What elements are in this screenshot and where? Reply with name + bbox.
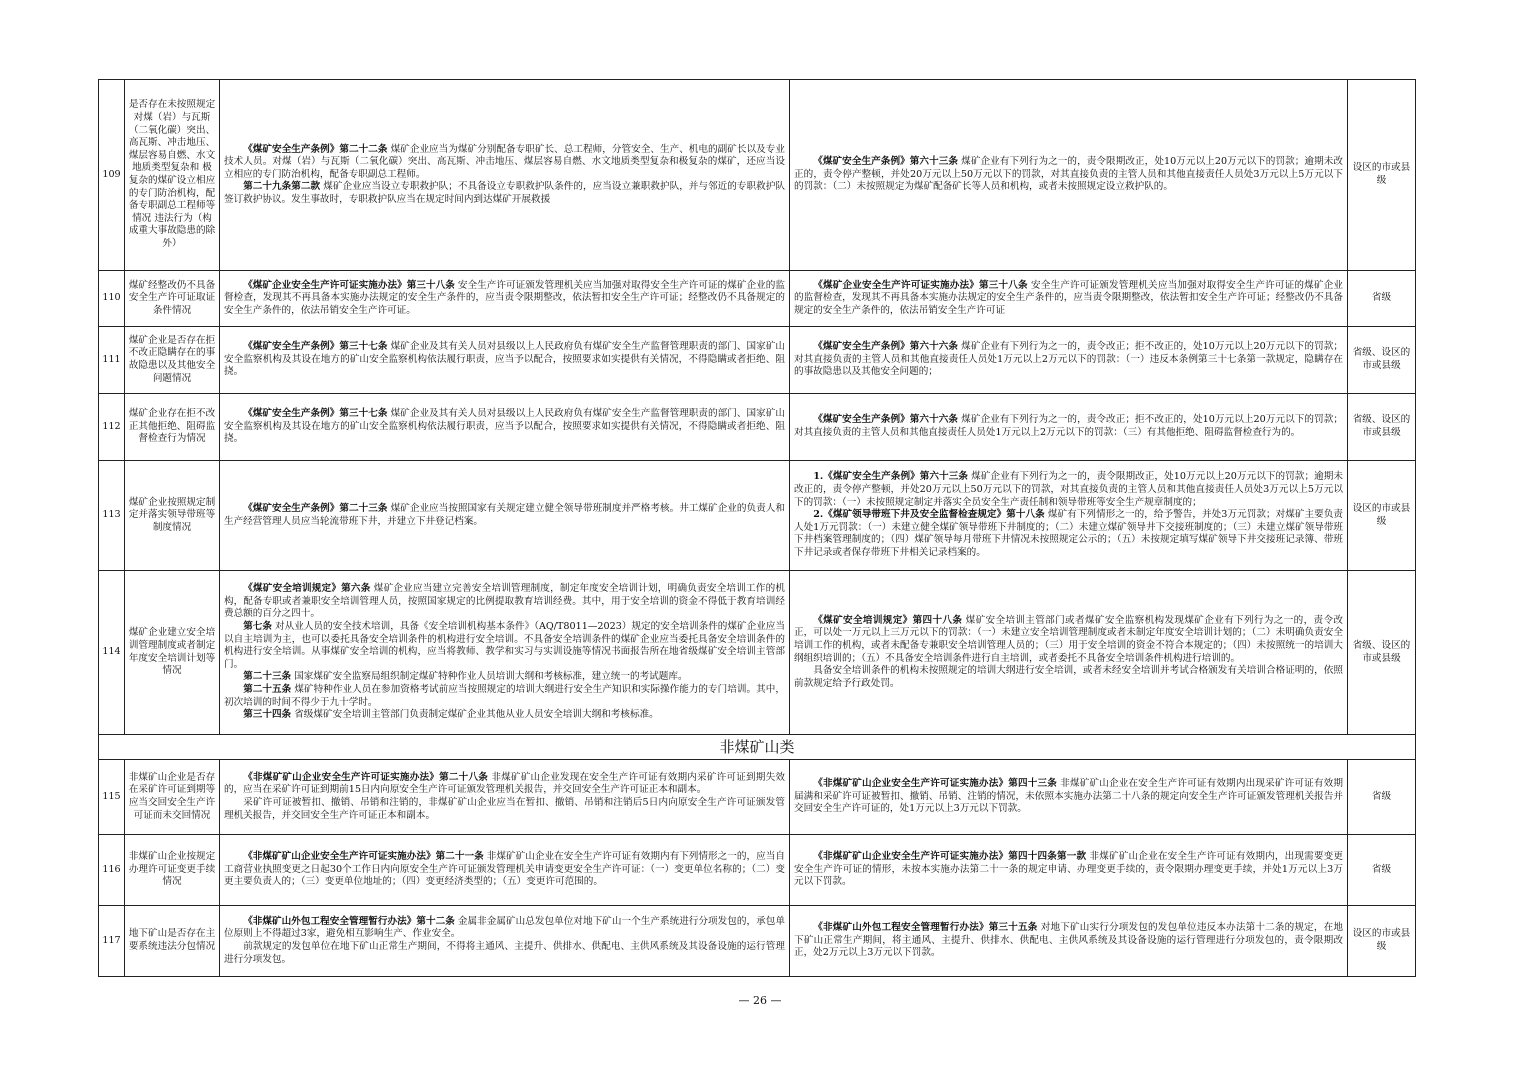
row-number: 112 xyxy=(99,394,125,461)
table-body-coal xyxy=(99,80,1416,735)
paragraph xyxy=(224,621,785,671)
row-number: 116 xyxy=(99,835,125,906)
enforcement-level: 设区的市或县级 xyxy=(1348,906,1416,977)
legal-basis xyxy=(220,271,790,327)
row-number: 113 xyxy=(99,461,125,571)
article-reference: 《煤矿企业安全生产许可证实施办法》第三十八条 xyxy=(243,279,455,291)
article-text: 煤矿企业有下列行为之一的，责令改正；拒不改正的，处10万元以上20万元以下的罚款；对其直接负责的主管人员和其他直接责任人员处1万元以上2万元以下的罚款：（三）有其他拒绝、阻碍监督检查行为的。 xyxy=(794,414,1344,438)
check-item: 煤矿经整改仍不具备安全生产许可证取证条件情况 xyxy=(125,271,220,327)
article-reference: 《非煤矿矿山企业安全生产许可证实施办法》第二十八条 xyxy=(243,771,489,783)
penalty-basis xyxy=(790,461,1348,571)
article-reference: 《煤矿安全培训规定》第六条 xyxy=(243,583,371,595)
article-reference: 第三十四条 xyxy=(243,709,292,721)
article-text: 安全生产许可证颁发管理机关应当加强对取得安全生产许可证的煤矿企业的监督检查，发现其不再具备本实施办法规定的安全生产条件的，应当责令限期整改，依法暂扣安全生产许可证；经整改仍不具备规定的安全生产条件的，依法吊销安全生产许可证。 xyxy=(224,279,785,316)
article-text: 对地下矿山实行分项发包的发包单位违反本办法第十二条的规定，在地下矿山正常生产期间，将主通风、主提升、供排水、供配电、主供风系统及其设备设施的运行管理进行分项发包的，责令限期改正，处2万元以上3万元以下罚款。 xyxy=(794,922,1343,959)
paragraph xyxy=(224,772,785,797)
article-text: 煤矿企业及其有关人员对县级以上人民政府负有煤矿安全生产监督管理职责的部门、国家矿山安全监察机构及其设在地方的矿山安全监察机构依法履行职责，应当予以配合，按照要求如实提供有关情况，不得隐瞒或者拒绝、阻挠。 xyxy=(224,408,785,445)
check-item: 煤矿企业是否存在拒不改正隐瞒存在的事故隐患以及其他安全问题情况 xyxy=(125,327,220,394)
legal-basis xyxy=(220,461,790,571)
article-text: 国家煤矿安全监察局组织制定煤矿特种作业人员培训大纲和考核标准，建立统一的考试题库。 xyxy=(291,671,688,683)
article-text: 具备安全培训条件的机构未按照规定的培训大纲进行安全培训，或者未经安全培训并考试合格颁发有关培训合格证明的，依照前款规定给予行政处罚。 xyxy=(794,665,1343,689)
article-reference: 《煤矿安全生产条例》第二十二条 xyxy=(243,143,388,155)
article-text: 煤矿企业应当设立专职救护队；不具备设立专职救护队条件的，应当设立兼职救护队，并与邻近的专职救护队签订救护协议。发生事故时，专职救护队应当在规定时间内到达煤矿开展救援 xyxy=(224,181,785,205)
check-item: 煤矿企业按照规定制定并落实领导带班等制度情况 xyxy=(125,461,220,571)
table-row xyxy=(99,327,1416,394)
page-number: — 26 — xyxy=(738,994,782,1007)
paragraph xyxy=(224,797,785,822)
article-reference: 《煤矿安全生产条例》第六十六条 xyxy=(813,341,959,353)
table-row xyxy=(99,394,1416,461)
check-item: 是否存在未按照规定对煤（岩）与瓦斯（二氧化碳）突出、高瓦斯、冲击地压、煤层容易自燃、水文地质类型复杂和 极复杂的煤矿设立相应的专门防治机构，配备专职副总工程师等情况 违法行为（构成重大事故隐患的除外） xyxy=(125,80,220,271)
article-reference: 《煤矿安全生产条例》第三十七条 xyxy=(243,408,388,420)
table-row xyxy=(99,906,1416,977)
article-reference: 《煤矿安全培训规定》第四十八条 xyxy=(813,614,963,626)
paragraph xyxy=(224,916,785,941)
check-item: 煤矿企业建立安全培训管理制度或者制定年度安全培训计划等情况 xyxy=(125,571,220,735)
penalty-basis xyxy=(790,571,1348,735)
check-item: 非煤矿山企业是否存在采矿许可证到期等应当交回安全生产许可证而未交回情况 xyxy=(125,760,220,835)
section-title: 非煤矿山类 xyxy=(99,735,1416,760)
article-reference: 《煤矿安全生产条例》第三十七条 xyxy=(243,341,388,353)
paragraph xyxy=(224,408,785,446)
paragraph xyxy=(224,503,785,528)
article-text: 煤矿企业有下列行为之一的，责令限期改正，处10万元以上20万元以下的罚款；逾期未改正的，责令停产整顿，并处20万元以上50万元以下的罚款，对其直接负责的主管人员和其他直接责任人员处3万元以上5万元以下的罚款：（一）未按照规定制定并落实全员安全生产责任制和领导带班等安全生产规章制度的； xyxy=(794,471,1343,508)
paragraph xyxy=(224,583,785,621)
row-number: 117 xyxy=(99,906,125,977)
penalty-basis xyxy=(790,394,1348,461)
penalty-basis xyxy=(790,835,1348,906)
article-text: 非煤矿矿山企业发现在安全生产许可证有效期内采矿许可证到期失效的，应当在采矿许可证到期前15日内向原安全生产许可证颁发管理机关报告，并交回安全生产许可证正本和副本。 xyxy=(224,771,785,796)
article-reference: 《非煤矿矿山企业安全生产许可证实施办法》第四十三条 xyxy=(813,778,1058,790)
article-text: 安全生产许可证颁发管理机关应当加强对取得安全生产许可证的煤矿企业的监督检查，发现其不再具备本实施办法规定的安全生产条件的，应当责令限期整改，依法暂扣安全生产许可证；经整改仍不具备规定的安全生产条件的，依法吊销安全生产许可证 xyxy=(794,279,1343,316)
article-reference: 《非煤矿山外包工程安全管理暂行办法》第三十五条 xyxy=(813,922,1038,934)
enforcement-level: 省级 xyxy=(1348,271,1416,327)
article-reference: 《非煤矿矿山企业安全生产许可证实施办法》第二十一条 xyxy=(243,851,484,863)
table-row xyxy=(99,80,1416,271)
table-body-section xyxy=(99,735,1416,760)
article-reference: 《煤矿安全生产条例》第二十三条 xyxy=(243,502,388,514)
paragraph xyxy=(794,341,1343,379)
enforcement-level: 省级 xyxy=(1348,760,1416,835)
paragraph xyxy=(224,671,785,684)
article-reference: 《非煤矿山外包工程安全管理暂行办法》第十二条 xyxy=(243,915,455,927)
article-reference: 《煤矿安全生产条例》第六十三条 xyxy=(813,156,959,168)
enforcement-level: 设区的市或县级 xyxy=(1348,80,1416,271)
article-text: 煤矿企业应当建立完善安全培训管理制度，制定年度安全培训计划，明确负责安全培训工作的机构，配备专职或者兼职安全培训管理人员，按照国家规定的比例提取教育培训经费。其中，用于安全培训的资金不得低于教育培训经费总额的百分之四十。 xyxy=(224,583,785,620)
penalty-basis xyxy=(790,271,1348,327)
penalty-basis xyxy=(790,327,1348,394)
article-text: 非煤矿矿山企业在安全生产许可证有效期内，出现需要变更安全生产许可证的情形，未按本实施办法第二十一条的规定申请、办理变更手续的，责令限期办理变更手续，并处1万元以上3万元以下罚款。 xyxy=(794,851,1343,888)
article-text: 非煤矿矿山企业在安全生产许可证有效期内出现采矿许可证有效期届满和采矿许可证被暂扣、撤销、吊销、注销的情况，未依照本实施办法第二十八条的规定向安全生产许可证颁发管理机关报告并交回安全生产许可证的，处1万元以上3万元以下罚款。 xyxy=(794,778,1343,815)
row-number: 111 xyxy=(99,327,125,394)
article-text: 前款规定的发包单位在地下矿山正常生产期间，不得将主通风、主提升、供排水、供配电、主供风系统及其设备设施的运行管理进行分项发包。 xyxy=(224,941,785,965)
paragraph xyxy=(224,851,785,889)
paragraph xyxy=(224,341,785,379)
paragraph xyxy=(794,414,1343,439)
legal-basis xyxy=(220,835,790,906)
paragraph xyxy=(794,280,1343,318)
row-number: 110 xyxy=(99,271,125,327)
paragraph xyxy=(224,280,785,318)
article-reference: 《煤矿企业安全生产许可证实施办法》第三十八条 xyxy=(813,279,1028,291)
legal-basis xyxy=(220,571,790,735)
paragraph xyxy=(794,471,1343,509)
table-row xyxy=(99,571,1416,735)
penalty-basis xyxy=(790,760,1348,835)
article-text: 煤矿企业有下列行为之一的，责令限期改正，处10万元以上20万元以下的罚款；逾期未改正的，责令停产整顿，并处20万元以上50万元以下的罚款，对其直接负责的主管人员和其他直接责任人员处3万元以上5万元以下的罚款：（二）未按照规定为煤矿配备矿长等人员和机构，或者未按照规定设立救护队的。 xyxy=(794,156,1344,193)
enforcement-level: 省级、设区的市或县级 xyxy=(1348,394,1416,461)
legal-basis xyxy=(220,906,790,977)
article-reference: 1.《煤矿安全生产条例》第六十三条 xyxy=(813,471,969,483)
check-item: 煤矿企业存在拒不改正其他拒绝、阻碍监督检查行为情况 xyxy=(125,394,220,461)
enforcement-level: 设区的市或县级 xyxy=(1348,461,1416,571)
article-text: 对从业人员的安全技术培训，具备《安全培训机构基本条件》（AQ/T8011—2023）规定的安全培训条件的煤矿企业应当以自主培训为主，也可以委托具备安全培训条件的机构进行安全培训。不具备安全培训条件的煤矿企业应当委托具备安全培训条件的机构进行安全培训。从事煤矿安全培训的机构，应当将教师、教学和实习与实训设施等情况书面报告所在地省级煤矿安全培训主管部门。 xyxy=(224,621,785,670)
article-text: 煤矿企业及其有关人员对县级以上人民政府负有煤矿安全生产监督管理职责的部门、国家矿山安全监察机构及其设在地方的矿山安全监察机构依法履行职责，应当予以配合，按照要求如实提供有关情况，不得隐瞒或者拒绝、阻挠。 xyxy=(224,341,785,378)
penalty-basis xyxy=(790,80,1348,271)
paragraph xyxy=(224,941,785,966)
article-text: 煤矿企业应当按照国家有关规定建立健全领导带班制度并严格考核。井工煤矿企业的负责人和生产经营管理人员应当轮流带班下井，并建立下井登记档案。 xyxy=(224,502,785,527)
paragraph xyxy=(224,144,785,182)
article-text: 煤矿有下列情形之一的，给予警告，并处3万元罚款；对煤矿主要负责人处1万元罚款：（一）未建立健全煤矿领导带班下井制度的；（二）未建立煤矿领导井下交接班制度的；（三）未建立煤矿领导带班下井档案管理制度的；（四）煤矿领导每月带班下井情况未按照规定公示的；（五）未按规定填写煤矿领导下井交接班记录簿、带班下井记录或者保存带班下井相关记录档案的。 xyxy=(794,509,1344,558)
article-text: 煤矿特种作业人员在参加资格考试前应当按照规定的培训大纲进行安全生产知识和实际操作能力的专门培训。其中，初次培训的时间不得少于九十学时。 xyxy=(224,683,785,708)
paragraph xyxy=(224,709,785,722)
section-row xyxy=(99,735,1416,760)
article-text: 非煤矿矿山企业在安全生产许可证有效期内有下列情形之一的，应当自工商营业执照变更之日起30个工作日内向原安全生产许可证颁发管理机关申请变更安全生产许可证：（一）变更单位名称的；（二）变更主要负责人的；（三）变更单位地址的；（四）变更经济类型的；（五）变更许可范围的。 xyxy=(224,851,785,888)
article-reference: 2.《煤矿领导带班下井及安全监督检查规定》第十八条 xyxy=(813,509,1045,521)
article-text: 采矿许可证被暂扣、撤销、吊销和注销的，非煤矿矿山企业应当在暂扣、撤销、吊销和注销后5日内向原安全生产许可证颁发管理机关报告，并交回安全生产许可证正本和副本。 xyxy=(224,797,785,821)
paragraph xyxy=(794,156,1343,194)
table-row xyxy=(99,835,1416,906)
article-reference: 第七条 xyxy=(243,621,272,633)
paragraph xyxy=(224,181,785,206)
article-reference: 第二十五条 xyxy=(243,683,292,695)
paragraph xyxy=(794,509,1343,559)
table-row xyxy=(99,271,1416,327)
legal-basis xyxy=(220,394,790,461)
regulation-table xyxy=(98,79,1416,977)
article-text: 省级煤矿安全培训主管部门负责制定煤矿企业其他从业人员安全培训大纲和考核标准。 xyxy=(291,709,659,721)
paragraph xyxy=(794,665,1343,690)
article-text: 煤矿企业应当为煤矿分别配备专职矿长、总工程师，分管安全、生产、机电的副矿长以及专业技术人员。对煤（岩）与瓦斯（二氧化碳）突出、高瓦斯、冲击地压、煤层容易自燃、水文地质类型复杂和极复杂的煤矿，还应当设立相应的专门防治机构，配备专职副总工程师。 xyxy=(224,143,785,180)
row-number: 114 xyxy=(99,571,125,735)
paragraph xyxy=(224,684,785,709)
check-item: 地下矿山是否存在主要系统违法分包情况 xyxy=(125,906,220,977)
legal-basis xyxy=(220,760,790,835)
article-text: 煤矿安全培训主管部门或者煤矿安全监察机构发现煤矿企业有下列行为之一的，责令改正，可以处一万元以上三万元以下的罚款：（一）未建立安全培训管理制度或者未制定年度安全培训计划的；（二）未明确负责安全培训工作的机构，或者未配备专兼职安全培训管理人员的；（三）用于安全培训的资金不符合本规定的；（四）未按照统一的培训大纲组织培训的；（五）不具备安全培训条件进行自主培训，或者委托不具备安全培训条件机构进行培训的。 xyxy=(794,614,1343,664)
table-body-noncoal xyxy=(99,760,1416,977)
article-reference: 第二十三条 xyxy=(243,671,292,683)
paragraph xyxy=(794,615,1343,665)
paragraph xyxy=(794,778,1343,816)
check-item: 非煤矿山企业按规定办理许可证变更手续情况 xyxy=(125,835,220,906)
enforcement-level: 省级、设区的市或县级 xyxy=(1348,571,1416,735)
article-reference: 《非煤矿矿山企业安全生产许可证实施办法》第四十四条第一款 xyxy=(813,851,1087,863)
paragraph xyxy=(794,922,1343,960)
paragraph xyxy=(794,851,1343,889)
enforcement-level: 省级、设区的市或县级 xyxy=(1348,327,1416,394)
legal-basis xyxy=(220,80,790,271)
article-text: 煤矿企业有下列行为之一的，责令改正；拒不改正的，处10万元以上20万元以下的罚款；对其直接负责的主管人员和其他直接责任人员处1万元以上2万元以下的罚款：（一）违反本条例第三十七条第一款规定，隐瞒存在的事故隐患以及其他安全问题的； xyxy=(794,341,1344,378)
row-number: 109 xyxy=(99,80,125,271)
article-text: 金属非金属矿山总发包单位对地下矿山一个生产系统进行分项发包的，承包单位原则上不得超过3家，避免相互影响生产、作业安全。 xyxy=(224,915,785,940)
article-reference: 第二十九条第二款 xyxy=(243,181,321,193)
penalty-basis xyxy=(790,906,1348,977)
table-row xyxy=(99,760,1416,835)
legal-basis xyxy=(220,327,790,394)
enforcement-level: 省级 xyxy=(1348,835,1416,906)
table-row xyxy=(99,461,1416,571)
row-number: 115 xyxy=(99,760,125,835)
article-reference: 《煤矿安全生产条例》第六十六条 xyxy=(813,414,959,426)
